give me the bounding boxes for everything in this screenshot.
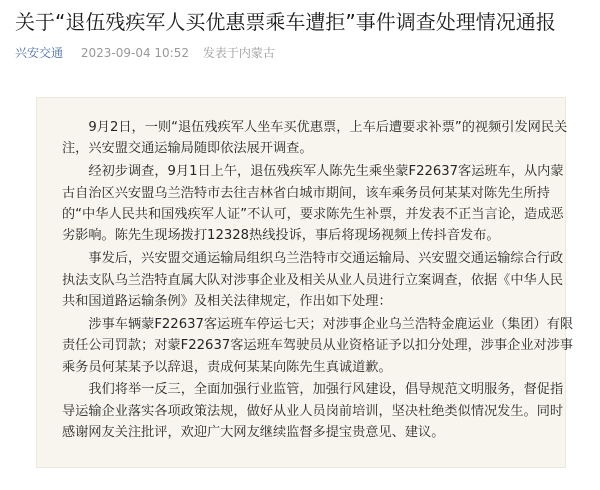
publish-datetime: 2023-09-04 10:52 (80, 46, 189, 60)
article-title: 关于“退伍残疾军人买优惠票乘车遭拒”事件调查处理情况通报 (15, 10, 556, 34)
publish-location: 发表于内蒙古 (202, 46, 275, 60)
paragraph-1: 9月2日，一则“退伍残疾军人坐车买优惠票，上车后遭要求补票”的视频引发网民关注，兴安盟交通运输局随即依法展开调查。 (62, 120, 568, 157)
paragraph-2: 经初步调查，9月1日上午，退伍残疾军人陈先生乘坐蒙F22637客运班车，从内蒙古自治区兴安盟乌兰浩特市去往吉林省白城市期间，该车乘务员何某某对陈先生所持的“中华人民共和国残疾军人证”不认可，要求陈先生补票，并发表不正当言论，造成恶劣影响。陈先生现场拨打12328热线投诉，事后将现场视频上传抖音发布。 (62, 164, 564, 244)
paragraph-4: 涉事车辆蒙F22637客运班车停运七天；对涉事企业乌兰浩特金鹿运业（集团）有限责任公司罚款；对蒙F22637客运班车驾驶员从业资格证予以扣分处理，涉事企业对涉事乘务员何某某予以辞退，责成何某某向陈先生真诚道歉。 (62, 316, 574, 375)
article-meta (15, 45, 275, 61)
article-body-text (62, 117, 574, 445)
paragraph-5: 我们将举一反三，全面加强行业监管，加强行风建设，倡导规范文明服务，督促指导运输企业落实各项政策法规，做好从业人员岗前培训，坚决杜绝类似情况发生。同时感谢网友关注批评，欢迎广大网友继续监督多提宝贵意见、建议。 (62, 382, 564, 441)
account-name-link[interactable]: 兴安交通 (15, 46, 64, 60)
paragraph-3: 事发后，兴安盟交通运输局组织乌兰浩特市交通运输局、兴安盟交通运输综合行政执法支队乌兰浩特直属大队对涉事企业及相关从业人员进行立案调查，依据《中华人民共和国道路运输条例》及相关法律规定，作出如下处理： (62, 251, 564, 310)
